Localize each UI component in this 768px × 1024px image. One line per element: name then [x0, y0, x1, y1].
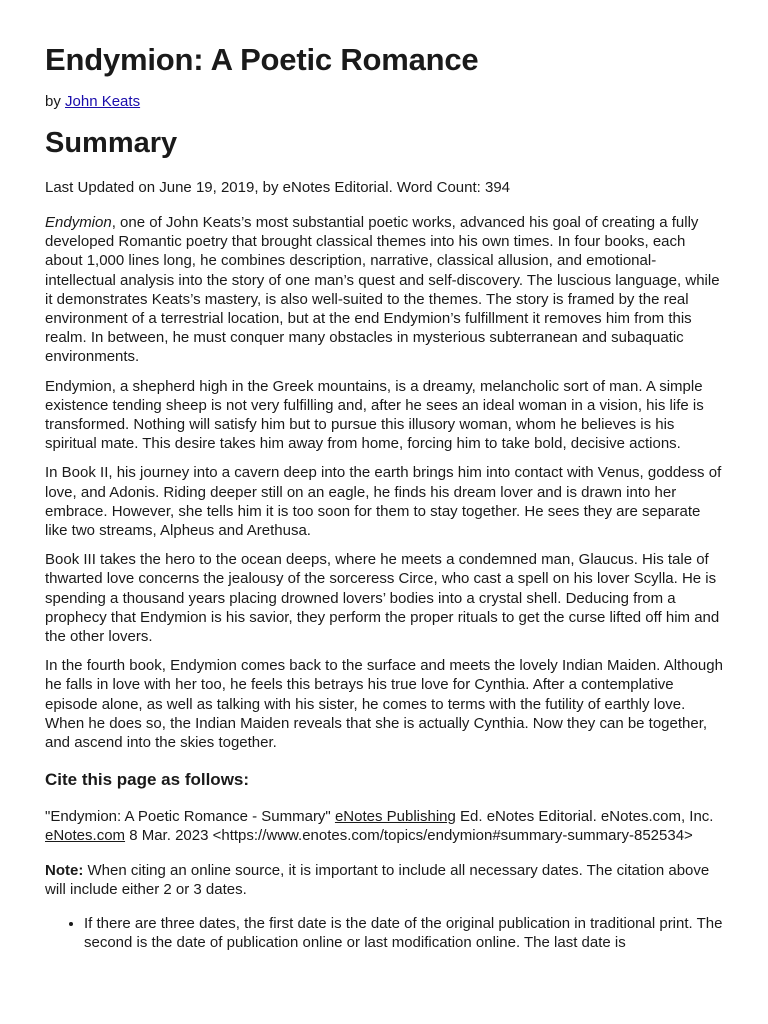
summary-paragraph-5: In the fourth book, Endymion comes back to the surface and meets the lovely Indian Maiden. Although he falls in love with her too, he feels this betrays his true love for Cynthia. After a contemplative episode alone, as well as talking with his sister, he comes to terms with the futility of earthly love. When he does so, the Indian Maiden reveals that she is actually Cynthia. Now they can be together, and ascend into the skies together. — [45, 657, 723, 752]
summary-heading: Summary — [45, 127, 178, 159]
summary-paragraph-1 — [45, 213, 724, 367]
note-text: When citing an online source, it is important to include all necessary dates. The citation above will include either 2 or 3 dates. — [45, 861, 710, 898]
byline-prefix: by — [45, 93, 61, 110]
byline — [45, 92, 724, 112]
summary-paragraph-3: In Book II, his journey into a cavern deep into the earth brings him into contact with Venus, goddess of love, and Adonis. Riding deeper still on an eagle, he finds his dream lover and is drawn into her embrace. However, she tells him it is too soon for them to stay together. He sees they are separate like two streams, Alpheus and Arethusa. — [45, 464, 722, 540]
citation-part-1: "Endymion: A Poetic Romance - Summary" — [45, 808, 335, 826]
citation-notes-list — [45, 914, 724, 952]
page-title: Endymion: A Poetic Romance — [45, 42, 479, 77]
enotes-publishing-link[interactable]: eNotes Publishing — [334, 808, 456, 826]
summary-paragraph-2: Endymion, a shepherd high in the Greek mountains, is a dreamy, melancholic sort of man. A simple existence tending sheep is not very fulfilling and, after he sees an ideal woman in a vision, his life is transformed. Nothing will satisfy him but to pursue this illusory woman, whom he believes is his spiritual mate. This desire takes him away from home, forcing him to take bold, decisive actions. — [45, 377, 704, 453]
author-link[interactable]: John Keats — [65, 93, 141, 110]
summary-paragraph-4: Book III takes the hero to the ocean deeps, where he meets a condemned man, Glaucus. His tale of thwarted love concerns the jealousy of the sorceress Circe, who cast a spell on his lover Scylla. He is spending a thousand years placing drowned lovers’ bodies into a crystal shell. Deducing from a prophecy that Endymion is his savior, they perform the proper rituals to get the curse lifted off him and the other lovers. — [45, 551, 720, 646]
citation-note — [45, 861, 724, 899]
summary-paragraph-1-text: , one of John Keats’s most substantial poetic works, advanced his goal of creating a fully developed Romantic poetry that brought classical themes into his own times. In four books, each about 1,000 lines long, he combines description, narrative, classical allusion, and emotional-intellectual analysis into the story of one man’s quest and self-discovery. The luscious language, while it demonstrates Keats’s mastery, is also well-suited to the themes. The story is framed by the real environment of a terrestrial location, but at the end Endymion’s fulfillment it removes him from this realm. In between, he must conquer many obstacles in mysterious subterranean and subaquatic environments. — [45, 214, 720, 366]
enotes-com-link[interactable]: eNotes.com — [45, 827, 126, 845]
work-title-italic: Endymion — [45, 214, 112, 231]
citation-text — [45, 807, 724, 845]
citation-part-3: 8 Mar. 2023 <https://www.enotes.com/topics/endymion#summary-summary-852534> — [125, 827, 693, 845]
list-item: • If there are three dates, the first date is the date of the original publication in traditional print. The second is the date of publication online or last modification online. The last date is — [84, 914, 724, 952]
note-label: Note: — [45, 861, 84, 879]
cite-heading: Cite this page as follows: — [45, 770, 250, 790]
citation-part-2: Ed. eNotes Editorial. eNotes.com, Inc. — [455, 808, 714, 826]
last-updated-info: Last Updated on June 19, 2019, by eNotes Editorial. Word Count: 394 — [45, 179, 511, 196]
